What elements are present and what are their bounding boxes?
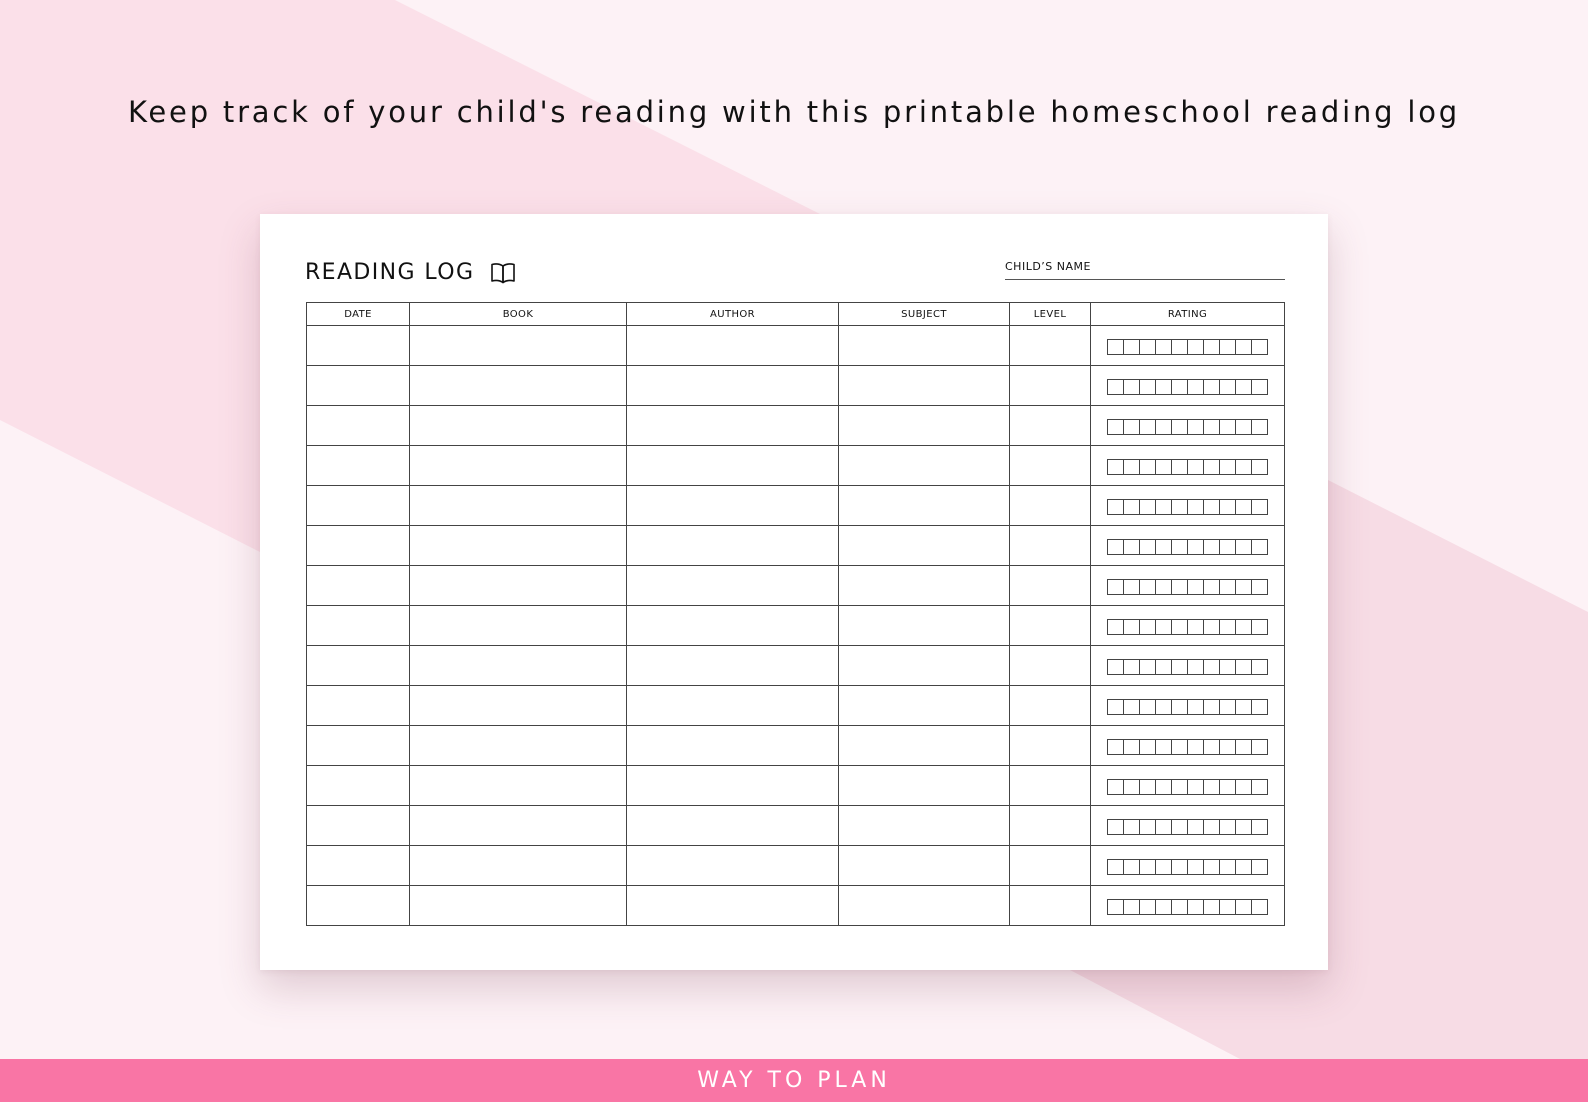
- subject-cell[interactable]: [839, 806, 1010, 846]
- table-row: [307, 766, 1285, 806]
- level-cell[interactable]: [1010, 606, 1091, 646]
- rating-box[interactable]: [1204, 699, 1220, 715]
- rating-box[interactable]: [1172, 619, 1188, 635]
- rating-box[interactable]: [1236, 899, 1252, 915]
- rating-box[interactable]: [1204, 539, 1220, 555]
- rating-box[interactable]: [1188, 899, 1204, 915]
- rating-box[interactable]: [1124, 499, 1140, 515]
- table-row: [307, 366, 1285, 406]
- date-cell[interactable]: [307, 526, 410, 566]
- date-cell[interactable]: [307, 606, 410, 646]
- rating-box[interactable]: [1236, 859, 1252, 875]
- rating-box[interactable]: [1220, 859, 1236, 875]
- rating-box[interactable]: [1156, 419, 1172, 435]
- level-cell[interactable]: [1010, 726, 1091, 766]
- rating-box[interactable]: [1220, 619, 1236, 635]
- date-cell[interactable]: [307, 726, 410, 766]
- date-cell[interactable]: [307, 806, 410, 846]
- childs-name-label: CHILD’S NAME: [1005, 260, 1285, 280]
- rating-box[interactable]: [1252, 659, 1268, 675]
- subject-cell[interactable]: [839, 766, 1010, 806]
- rating-box[interactable]: [1172, 499, 1188, 515]
- rating-box[interactable]: [1140, 459, 1156, 475]
- rating-box[interactable]: [1204, 379, 1220, 395]
- book-cell[interactable]: [410, 486, 627, 526]
- rating-box[interactable]: [1172, 339, 1188, 355]
- rating-box[interactable]: [1236, 579, 1252, 595]
- rating-box[interactable]: [1140, 699, 1156, 715]
- rating-cell: [1091, 806, 1285, 846]
- rating-box[interactable]: [1188, 419, 1204, 435]
- rating-box[interactable]: [1124, 539, 1140, 555]
- author-cell[interactable]: [627, 366, 839, 406]
- rating-box[interactable]: [1172, 659, 1188, 675]
- rating-boxes: [1107, 819, 1268, 835]
- rating-box[interactable]: [1140, 819, 1156, 835]
- rating-boxes: [1107, 699, 1268, 715]
- rating-box[interactable]: [1204, 339, 1220, 355]
- rating-box[interactable]: [1108, 819, 1124, 835]
- rating-box[interactable]: [1252, 739, 1268, 755]
- rating-box[interactable]: [1156, 579, 1172, 595]
- date-cell[interactable]: [307, 486, 410, 526]
- table-header-row: [307, 303, 1285, 326]
- table-row: [307, 606, 1285, 646]
- table-row: [307, 446, 1285, 486]
- rating-box[interactable]: [1204, 459, 1220, 475]
- rating-box[interactable]: [1188, 459, 1204, 475]
- column-header-book: BOOK: [410, 303, 627, 326]
- rating-box[interactable]: [1252, 819, 1268, 835]
- table-row: [307, 806, 1285, 846]
- date-cell[interactable]: [307, 406, 410, 446]
- rating-box[interactable]: [1252, 379, 1268, 395]
- rating-box[interactable]: [1156, 859, 1172, 875]
- rating-cell: [1091, 726, 1285, 766]
- rating-box[interactable]: [1108, 539, 1124, 555]
- date-cell[interactable]: [307, 846, 410, 886]
- author-cell[interactable]: [627, 486, 839, 526]
- rating-box[interactable]: [1108, 459, 1124, 475]
- footer-banner: [0, 1059, 1588, 1102]
- rating-cell: [1091, 686, 1285, 726]
- rating-box[interactable]: [1204, 899, 1220, 915]
- author-cell[interactable]: [627, 606, 839, 646]
- rating-box[interactable]: [1204, 659, 1220, 675]
- table-row: [307, 886, 1285, 926]
- rating-box[interactable]: [1124, 459, 1140, 475]
- rating-box[interactable]: [1108, 339, 1124, 355]
- subject-cell[interactable]: [839, 566, 1010, 606]
- rating-box[interactable]: [1220, 539, 1236, 555]
- rating-box[interactable]: [1220, 659, 1236, 675]
- rating-box[interactable]: [1172, 899, 1188, 915]
- rating-box[interactable]: [1156, 779, 1172, 795]
- rating-box[interactable]: [1204, 579, 1220, 595]
- rating-cell: [1091, 446, 1285, 486]
- rating-box[interactable]: [1204, 419, 1220, 435]
- level-cell[interactable]: [1010, 886, 1091, 926]
- rating-box[interactable]: [1172, 579, 1188, 595]
- rating-box[interactable]: [1252, 419, 1268, 435]
- rating-box[interactable]: [1140, 659, 1156, 675]
- rating-box[interactable]: [1236, 339, 1252, 355]
- table-row: [307, 406, 1285, 446]
- sheet-title: READING LOG: [305, 260, 475, 285]
- rating-box[interactable]: [1188, 659, 1204, 675]
- subject-cell[interactable]: [839, 526, 1010, 566]
- rating-box[interactable]: [1236, 499, 1252, 515]
- rating-box[interactable]: [1156, 739, 1172, 755]
- rating-box[interactable]: [1236, 739, 1252, 755]
- rating-boxes: [1107, 459, 1268, 475]
- author-cell[interactable]: [627, 846, 839, 886]
- rating-cell: [1091, 486, 1285, 526]
- rating-box[interactable]: [1108, 579, 1124, 595]
- rating-box[interactable]: [1204, 819, 1220, 835]
- rating-box[interactable]: [1236, 379, 1252, 395]
- rating-box[interactable]: [1124, 339, 1140, 355]
- rating-box[interactable]: [1140, 899, 1156, 915]
- rating-box[interactable]: [1220, 379, 1236, 395]
- rating-boxes: [1107, 579, 1268, 595]
- rating-box[interactable]: [1252, 699, 1268, 715]
- author-cell[interactable]: [627, 806, 839, 846]
- childs-name-field[interactable]: [1005, 260, 1285, 280]
- rating-box[interactable]: [1124, 859, 1140, 875]
- level-cell[interactable]: [1010, 766, 1091, 806]
- rating-box[interactable]: [1124, 619, 1140, 635]
- rating-box[interactable]: [1188, 619, 1204, 635]
- rating-box[interactable]: [1156, 339, 1172, 355]
- author-cell[interactable]: [627, 686, 839, 726]
- rating-cell: [1091, 606, 1285, 646]
- book-cell[interactable]: [410, 526, 627, 566]
- rating-boxes: [1107, 379, 1268, 395]
- rating-boxes: [1107, 659, 1268, 675]
- subject-cell[interactable]: [839, 646, 1010, 686]
- rating-box[interactable]: [1140, 859, 1156, 875]
- date-cell[interactable]: [307, 446, 410, 486]
- author-cell[interactable]: [627, 646, 839, 686]
- reading-log-sheet: [260, 214, 1328, 970]
- table-body: [307, 326, 1285, 926]
- date-cell[interactable]: [307, 766, 410, 806]
- rating-box[interactable]: [1124, 579, 1140, 595]
- book-cell[interactable]: [410, 806, 627, 846]
- author-cell[interactable]: [627, 406, 839, 446]
- level-cell[interactable]: [1010, 806, 1091, 846]
- rating-box[interactable]: [1156, 379, 1172, 395]
- book-cell[interactable]: [410, 646, 627, 686]
- rating-boxes: [1107, 499, 1268, 515]
- rating-box[interactable]: [1172, 539, 1188, 555]
- rating-box[interactable]: [1204, 779, 1220, 795]
- rating-box[interactable]: [1172, 819, 1188, 835]
- reading-log-table: [306, 302, 1285, 926]
- table-row: [307, 846, 1285, 886]
- rating-boxes: [1107, 419, 1268, 435]
- rating-box[interactable]: [1236, 619, 1252, 635]
- rating-box[interactable]: [1220, 899, 1236, 915]
- column-header-author: AUTHOR: [627, 303, 839, 326]
- open-book-icon: [490, 262, 516, 284]
- rating-box[interactable]: [1236, 419, 1252, 435]
- rating-box[interactable]: [1188, 579, 1204, 595]
- rating-boxes: [1107, 899, 1268, 915]
- subject-cell[interactable]: [839, 726, 1010, 766]
- column-header-subject: SUBJECT: [839, 303, 1010, 326]
- rating-box[interactable]: [1172, 419, 1188, 435]
- level-cell[interactable]: [1010, 686, 1091, 726]
- rating-box[interactable]: [1252, 339, 1268, 355]
- rating-box[interactable]: [1140, 539, 1156, 555]
- sheet-header: [305, 260, 516, 285]
- rating-box[interactable]: [1252, 459, 1268, 475]
- rating-cell: [1091, 886, 1285, 926]
- rating-box[interactable]: [1108, 739, 1124, 755]
- rating-box[interactable]: [1156, 539, 1172, 555]
- subject-cell[interactable]: [839, 886, 1010, 926]
- level-cell[interactable]: [1010, 486, 1091, 526]
- rating-box[interactable]: [1220, 699, 1236, 715]
- rating-box[interactable]: [1140, 619, 1156, 635]
- author-cell[interactable]: [627, 326, 839, 366]
- rating-box[interactable]: [1172, 699, 1188, 715]
- rating-cell: [1091, 766, 1285, 806]
- rating-boxes: [1107, 339, 1268, 355]
- rating-box[interactable]: [1188, 859, 1204, 875]
- book-cell[interactable]: [410, 846, 627, 886]
- rating-box[interactable]: [1124, 379, 1140, 395]
- rating-box[interactable]: [1140, 739, 1156, 755]
- column-header-rating: RATING: [1091, 303, 1285, 326]
- subject-cell[interactable]: [839, 486, 1010, 526]
- rating-box[interactable]: [1188, 699, 1204, 715]
- rating-box[interactable]: [1188, 499, 1204, 515]
- date-cell[interactable]: [307, 646, 410, 686]
- rating-box[interactable]: [1204, 739, 1220, 755]
- date-cell[interactable]: [307, 366, 410, 406]
- rating-box[interactable]: [1140, 499, 1156, 515]
- subject-cell[interactable]: [839, 326, 1010, 366]
- rating-cell: [1091, 846, 1285, 886]
- date-cell[interactable]: [307, 686, 410, 726]
- rating-box[interactable]: [1220, 459, 1236, 475]
- column-header-date: DATE: [307, 303, 410, 326]
- book-cell[interactable]: [410, 366, 627, 406]
- rating-box[interactable]: [1252, 539, 1268, 555]
- table-row: [307, 646, 1285, 686]
- rating-box[interactable]: [1108, 419, 1124, 435]
- book-cell[interactable]: [410, 566, 627, 606]
- rating-box[interactable]: [1124, 659, 1140, 675]
- table-row: [307, 326, 1285, 366]
- rating-box[interactable]: [1108, 859, 1124, 875]
- rating-cell: [1091, 526, 1285, 566]
- rating-box[interactable]: [1220, 819, 1236, 835]
- book-cell[interactable]: [410, 766, 627, 806]
- rating-box[interactable]: [1252, 579, 1268, 595]
- rating-box[interactable]: [1236, 779, 1252, 795]
- rating-box[interactable]: [1124, 699, 1140, 715]
- rating-cell: [1091, 646, 1285, 686]
- rating-box[interactable]: [1172, 739, 1188, 755]
- author-cell[interactable]: [627, 566, 839, 606]
- rating-box[interactable]: [1220, 739, 1236, 755]
- level-cell[interactable]: [1010, 366, 1091, 406]
- rating-box[interactable]: [1108, 659, 1124, 675]
- rating-box[interactable]: [1124, 419, 1140, 435]
- rating-box[interactable]: [1172, 859, 1188, 875]
- rating-box[interactable]: [1156, 819, 1172, 835]
- level-cell[interactable]: [1010, 646, 1091, 686]
- subject-cell[interactable]: [839, 606, 1010, 646]
- rating-box[interactable]: [1236, 819, 1252, 835]
- author-cell[interactable]: [627, 886, 839, 926]
- rating-box[interactable]: [1172, 779, 1188, 795]
- level-cell[interactable]: [1010, 326, 1091, 366]
- subject-cell[interactable]: [839, 846, 1010, 886]
- book-cell[interactable]: [410, 446, 627, 486]
- rating-box[interactable]: [1124, 739, 1140, 755]
- level-cell[interactable]: [1010, 846, 1091, 886]
- rating-box[interactable]: [1156, 619, 1172, 635]
- rating-boxes: [1107, 619, 1268, 635]
- subject-cell[interactable]: [839, 686, 1010, 726]
- date-cell[interactable]: [307, 326, 410, 366]
- rating-box[interactable]: [1156, 459, 1172, 475]
- rating-box[interactable]: [1188, 819, 1204, 835]
- rating-cell: [1091, 406, 1285, 446]
- rating-box[interactable]: [1220, 579, 1236, 595]
- rating-box[interactable]: [1252, 619, 1268, 635]
- table-row: [307, 526, 1285, 566]
- rating-cell: [1091, 366, 1285, 406]
- rating-box[interactable]: [1140, 779, 1156, 795]
- table-row: [307, 686, 1285, 726]
- rating-box[interactable]: [1220, 499, 1236, 515]
- rating-box[interactable]: [1156, 659, 1172, 675]
- book-cell[interactable]: [410, 726, 627, 766]
- level-cell[interactable]: [1010, 446, 1091, 486]
- table-row: [307, 566, 1285, 606]
- rating-boxes: [1107, 779, 1268, 795]
- rating-box[interactable]: [1140, 339, 1156, 355]
- column-header-level: LEVEL: [1010, 303, 1091, 326]
- rating-box[interactable]: [1108, 379, 1124, 395]
- rating-box[interactable]: [1220, 419, 1236, 435]
- rating-box[interactable]: [1124, 819, 1140, 835]
- rating-boxes: [1107, 739, 1268, 755]
- rating-box[interactable]: [1140, 379, 1156, 395]
- rating-box[interactable]: [1156, 499, 1172, 515]
- rating-box[interactable]: [1140, 419, 1156, 435]
- rating-box[interactable]: [1108, 699, 1124, 715]
- author-cell[interactable]: [627, 446, 839, 486]
- rating-box[interactable]: [1140, 579, 1156, 595]
- rating-box[interactable]: [1236, 659, 1252, 675]
- rating-box[interactable]: [1252, 779, 1268, 795]
- date-cell[interactable]: [307, 886, 410, 926]
- rating-box[interactable]: [1252, 899, 1268, 915]
- rating-box[interactable]: [1220, 339, 1236, 355]
- rating-box[interactable]: [1124, 779, 1140, 795]
- rating-box[interactable]: [1124, 899, 1140, 915]
- rating-box[interactable]: [1172, 379, 1188, 395]
- rating-box[interactable]: [1204, 619, 1220, 635]
- rating-box[interactable]: [1156, 899, 1172, 915]
- level-cell[interactable]: [1010, 406, 1091, 446]
- subject-cell[interactable]: [839, 446, 1010, 486]
- rating-boxes: [1107, 539, 1268, 555]
- headline: Keep track of your child's reading with this printable homeschool reading log: [128, 95, 1460, 129]
- book-cell[interactable]: [410, 326, 627, 366]
- rating-box[interactable]: [1188, 379, 1204, 395]
- rating-box[interactable]: [1188, 339, 1204, 355]
- subject-cell[interactable]: [839, 366, 1010, 406]
- rating-cell: [1091, 326, 1285, 366]
- author-cell[interactable]: [627, 526, 839, 566]
- rating-boxes: [1107, 859, 1268, 875]
- table-row: [307, 486, 1285, 526]
- rating-box[interactable]: [1204, 499, 1220, 515]
- rating-box[interactable]: [1108, 619, 1124, 635]
- level-cell[interactable]: [1010, 566, 1091, 606]
- rating-box[interactable]: [1236, 699, 1252, 715]
- rating-box[interactable]: [1236, 459, 1252, 475]
- rating-box[interactable]: [1220, 779, 1236, 795]
- author-cell[interactable]: [627, 766, 839, 806]
- table-row: [307, 726, 1285, 766]
- level-cell[interactable]: [1010, 526, 1091, 566]
- rating-box[interactable]: [1108, 499, 1124, 515]
- rating-box[interactable]: [1156, 699, 1172, 715]
- brand-name: WAY TO PLAN: [697, 1068, 891, 1093]
- rating-box[interactable]: [1108, 899, 1124, 915]
- rating-box[interactable]: [1188, 739, 1204, 755]
- rating-box[interactable]: [1204, 859, 1220, 875]
- book-cell[interactable]: [410, 886, 627, 926]
- date-cell[interactable]: [307, 566, 410, 606]
- rating-box[interactable]: [1188, 539, 1204, 555]
- rating-cell: [1091, 566, 1285, 606]
- rating-box[interactable]: [1108, 779, 1124, 795]
- rating-box[interactable]: [1252, 499, 1268, 515]
- rating-box[interactable]: [1172, 459, 1188, 475]
- author-cell[interactable]: [627, 726, 839, 766]
- book-cell[interactable]: [410, 606, 627, 646]
- subject-cell[interactable]: [839, 406, 1010, 446]
- book-cell[interactable]: [410, 686, 627, 726]
- rating-box[interactable]: [1236, 539, 1252, 555]
- rating-box[interactable]: [1188, 779, 1204, 795]
- book-cell[interactable]: [410, 406, 627, 446]
- rating-box[interactable]: [1252, 859, 1268, 875]
